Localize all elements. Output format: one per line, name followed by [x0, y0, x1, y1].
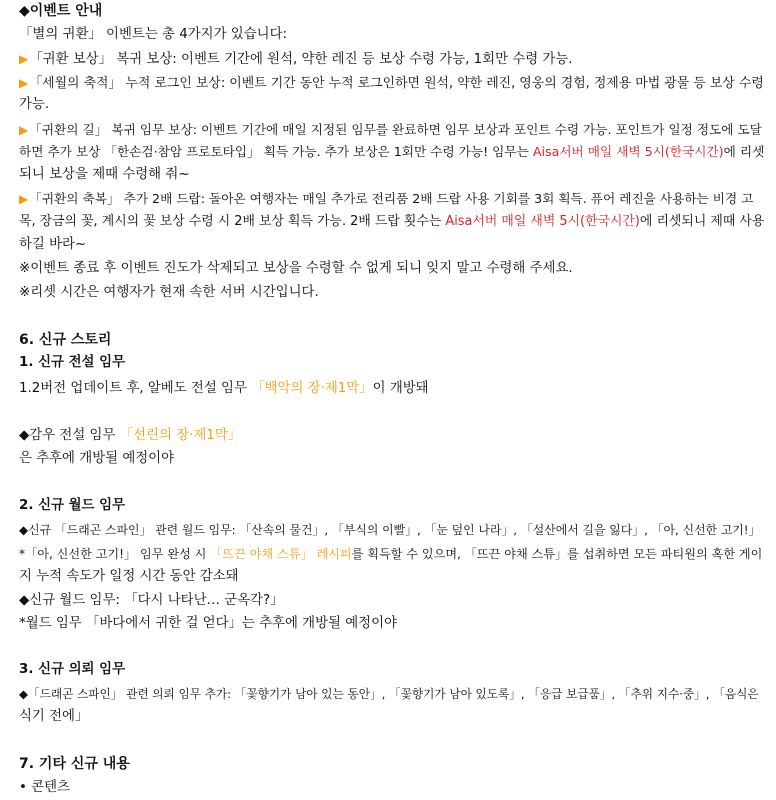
orange-triangle-icon: ▶	[19, 123, 29, 137]
subsection-request-quest: 3. 신규 의뢰 임무	[19, 662, 126, 677]
subsection-world-quest: 2. 신규 월드 임무	[19, 498, 126, 513]
story-line-ganyu-cont: 은 추후에 개방될 예정이야	[19, 451, 175, 466]
event-item-return-path-cont: 하면 추가 보상 「한손검·참암 프로토타입」 획득 가능. 추가 보상은 1회만 수령 가능! 임무는 Aisa서버 매일 새벽 5시(한국시간)에 리셋	[19, 144, 765, 159]
reset-time-highlight: Aisa서버 매일 새벽 5시(한국시간)	[445, 214, 640, 229]
world-line-5: *월드 임무 「바다에서 귀한 걸 얻다」는 추후에 개방될 예정이야	[19, 616, 397, 631]
section-other-new: 7. 기타 신규 내용	[19, 756, 130, 772]
world-line-2: *「아, 신선한 고기!」 임무 완성 시 「뜨끈 야채 스튜」 레시피를 획득할 수 있으며, 「뜨끈 야채 스튜」를 섭취하면 모든 파티원의 혹한 게이	[19, 547, 763, 561]
world-line-1: ◆신규 「드래곤 스파인」 관련 월드 임무: 「산속의 물건」, 「부식의 이빨」, 「눈 덮인 나라」, 「설산에서 길을 잃다」, 「아, 신선한 고기!」	[19, 523, 761, 537]
reset-time-highlight: Aisa서버 매일 새벽 5시(한국시간)	[532, 144, 724, 159]
story-line-ganyu: ◆감우 전설 임무 「선린의 장·제1막」	[19, 428, 242, 443]
quest-name-highlight: 「백악의 장·제1막」	[251, 381, 373, 396]
event-item-login-reward: ▶「세월의 축적」 누적 로그인 보상: 이벤트 기간 동안 누적 로그인하면 원석, 약한 레진, 영웅의 경험, 정제용 마법 광물 등 보상 수령	[19, 76, 764, 91]
section-new-story: 6. 신규 스토리	[19, 332, 112, 348]
event-item-return-reward: ▶「귀환 보상」 복귀 보상: 이벤트 기간에 원석, 약한 레진 등 보상 수령 가능, 1회만 수령 가능.	[19, 52, 573, 67]
recipe-highlight: 「뜨끈 야채 스튜」 레시피	[210, 547, 352, 561]
request-line-1: ◆「드래곤 스파인」 관련 의뢰 임무 추가: 「꽃향기가 남아 있는 동안」, 「꽃향기가 남아 있도록」, 「응급 보급품」, 「추위 지수·중」, 「음식은	[19, 687, 759, 701]
event-intro: 「별의 귀환」 이벤트는 총 4가지가 있습니다:	[19, 27, 288, 42]
world-line-3: 지 누적 속도가 일정 시간 동안 감소돼	[19, 569, 239, 584]
event-item-login-reward-cont: 가능.	[19, 97, 50, 112]
quest-name-highlight: 「선린의 장·제1막」	[119, 428, 242, 443]
event-item-return-blessing: ▶「귀환의 축복」 추가 2배 드랍: 돌아온 여행자는 매일 추가로 전리품 2배 드랍 사용 기회를 3회 획득. 퓨어 레진을 사용하는 비경 고	[19, 191, 754, 206]
event-item-return-path-cont2: 되니 보상을 제때 수령해 줘~	[19, 167, 190, 182]
orange-triangle-icon: ▶	[19, 192, 29, 206]
event-item-return-blessing-cont2: 하길 바라~	[19, 237, 87, 252]
orange-triangle-icon: ▶	[19, 76, 29, 90]
event-note-1: ※이벤트 종료 후 이벤트 진도가 삭제되고 보상을 수령할 수 없게 되니 잊지 말고 수령해 주세요.	[19, 261, 573, 276]
event-header: ◆이벤트 안내	[19, 3, 103, 19]
subsection-legend-quest: 1. 신규 전설 임무	[19, 355, 126, 370]
orange-triangle-icon: ▶	[19, 52, 29, 66]
event-item-return-blessing-cont: 목, 장금의 꽃, 계시의 꽃 보상 수령 시 2배 보상 획득 가능. 2배 드랍 횟수는 Aisa서버 매일 새벽 5시(한국시간)에 리셋되니 제때 사용	[19, 214, 765, 229]
other-bullet-contents: • 콘텐츠	[19, 780, 70, 795]
request-line-2: 식기 전에」	[19, 709, 89, 724]
story-line-albedo: 1.2버전 업데이트 후, 알베도 전설 임무 「백악의 장·제1막」이 개방돼	[19, 381, 429, 396]
event-note-2: ※리셋 시간은 여행자가 현재 속한 서버 시간입니다.	[19, 285, 319, 300]
event-item-return-path: ▶「귀환의 길」 복귀 임무 보상: 이벤트 기간에 매일 지정된 임무를 완료하면 임무 보상과 포인트 수령 가능. 포인트가 일정 정도에 도달	[19, 122, 762, 137]
world-line-4: ◆신규 월드 임무: 「다시 나타난… 군옥각?」	[19, 593, 284, 608]
